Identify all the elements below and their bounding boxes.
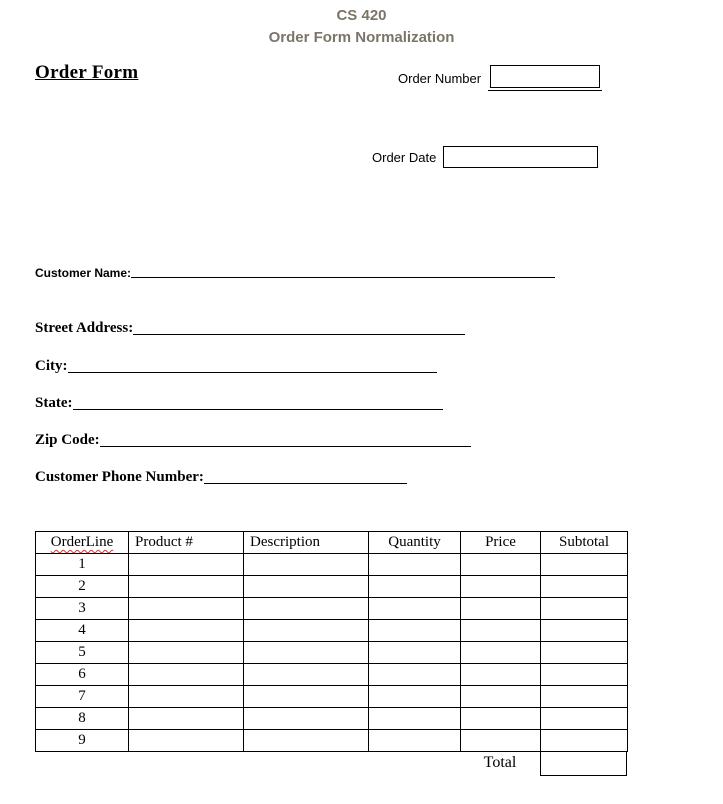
customer-name-line[interactable]: [131, 277, 555, 278]
orderline-cell[interactable]: 9: [36, 730, 129, 752]
table-row: [36, 554, 628, 576]
table-row: [36, 686, 628, 708]
price-cell[interactable]: [461, 708, 541, 730]
table-row: [36, 620, 628, 642]
form-title: Order Form: [35, 62, 139, 83]
table-row: [36, 576, 628, 598]
subtotal-cell[interactable]: [541, 642, 628, 664]
column-header-description: Description: [244, 532, 369, 554]
quantity-cell[interactable]: [369, 620, 461, 642]
product-number-cell[interactable]: [129, 554, 244, 576]
phone-number-row: [35, 468, 407, 486]
city-label: City:: [35, 358, 68, 374]
order-number-label: Order Number: [398, 71, 482, 86]
quantity-cell[interactable]: [369, 686, 461, 708]
phone-number-label: Customer Phone Number:: [35, 469, 204, 485]
zip-code-row: [35, 431, 471, 449]
product-number-cell[interactable]: [129, 686, 244, 708]
product-number-cell[interactable]: [129, 620, 244, 642]
state-row: [35, 394, 443, 412]
description-cell[interactable]: [244, 620, 369, 642]
description-cell[interactable]: [244, 554, 369, 576]
description-cell[interactable]: [244, 598, 369, 620]
product-number-cell[interactable]: [129, 708, 244, 730]
order-number-field[interactable]: [490, 65, 600, 88]
description-cell[interactable]: [244, 664, 369, 686]
state-line[interactable]: [73, 409, 444, 410]
table-row: [36, 642, 628, 664]
subtotal-cell[interactable]: [541, 708, 628, 730]
customer-name-label: Customer Name:: [35, 266, 132, 280]
column-header-orderline: [36, 532, 129, 554]
quantity-cell[interactable]: [369, 708, 461, 730]
total-field[interactable]: [540, 751, 627, 776]
orderline-cell[interactable]: 4: [36, 620, 129, 642]
document-title: Order Form Normalization: [268, 29, 455, 46]
order-lines-table: [35, 531, 628, 752]
quantity-cell[interactable]: [369, 642, 461, 664]
table-header-row: [36, 532, 628, 554]
customer-name-row: [35, 264, 555, 280]
price-cell[interactable]: [461, 598, 541, 620]
price-cell[interactable]: [461, 576, 541, 598]
column-header-quantity: Quantity: [369, 532, 461, 554]
street-address-label: Street Address:: [35, 320, 134, 336]
street-address-row: [35, 319, 465, 337]
price-cell[interactable]: [461, 664, 541, 686]
course-code: CS 420: [336, 7, 387, 24]
orderline-cell[interactable]: 1: [36, 554, 129, 576]
column-header-product-number: Product #: [129, 532, 244, 554]
orderline-cell[interactable]: 3: [36, 598, 129, 620]
product-number-cell[interactable]: [129, 664, 244, 686]
order-number-underline: [488, 90, 602, 91]
description-cell[interactable]: [244, 642, 369, 664]
state-label: State:: [35, 395, 73, 411]
zip-code-label: Zip Code:: [35, 432, 100, 448]
product-number-cell[interactable]: [129, 598, 244, 620]
total-label: Total: [483, 754, 517, 771]
description-cell[interactable]: [244, 576, 369, 598]
price-cell[interactable]: [461, 642, 541, 664]
order-date-label: Order Date: [372, 150, 437, 165]
subtotal-cell[interactable]: [541, 686, 628, 708]
subtotal-cell[interactable]: [541, 576, 628, 598]
price-cell[interactable]: [461, 620, 541, 642]
quantity-cell[interactable]: [369, 554, 461, 576]
quantity-cell[interactable]: [369, 664, 461, 686]
phone-number-line[interactable]: [204, 483, 407, 484]
document-header: [0, 5, 723, 49]
subtotal-cell[interactable]: [541, 730, 628, 752]
description-cell[interactable]: [244, 686, 369, 708]
orderline-cell[interactable]: 6: [36, 664, 129, 686]
quantity-cell[interactable]: [369, 730, 461, 752]
quantity-cell[interactable]: [369, 576, 461, 598]
subtotal-cell[interactable]: [541, 620, 628, 642]
product-number-cell[interactable]: [129, 576, 244, 598]
description-cell[interactable]: [244, 708, 369, 730]
table-row: [36, 708, 628, 730]
table-row: [36, 730, 628, 752]
orderline-cell[interactable]: 7: [36, 686, 129, 708]
description-cell[interactable]: [244, 730, 369, 752]
column-header-price: Price: [461, 532, 541, 554]
city-row: [35, 357, 437, 375]
column-header-subtotal: Subtotal: [541, 532, 628, 554]
price-cell[interactable]: [461, 686, 541, 708]
subtotal-cell[interactable]: [541, 554, 628, 576]
orderline-cell[interactable]: 8: [36, 708, 129, 730]
price-cell[interactable]: [461, 730, 541, 752]
orderline-cell[interactable]: 5: [36, 642, 129, 664]
city-line[interactable]: [68, 372, 438, 373]
product-number-cell[interactable]: [129, 730, 244, 752]
quantity-cell[interactable]: [369, 598, 461, 620]
subtotal-cell[interactable]: [541, 664, 628, 686]
price-cell[interactable]: [461, 554, 541, 576]
order-table-body: [36, 554, 628, 752]
zip-code-line[interactable]: [100, 446, 471, 447]
street-address-line[interactable]: [133, 334, 465, 335]
orderline-header-text: OrderLine: [50, 534, 114, 550]
product-number-cell[interactable]: [129, 642, 244, 664]
table-row: [36, 598, 628, 620]
orderline-cell[interactable]: 2: [36, 576, 129, 598]
subtotal-cell[interactable]: [541, 598, 628, 620]
order-date-field[interactable]: [443, 146, 598, 168]
table-row: [36, 664, 628, 686]
